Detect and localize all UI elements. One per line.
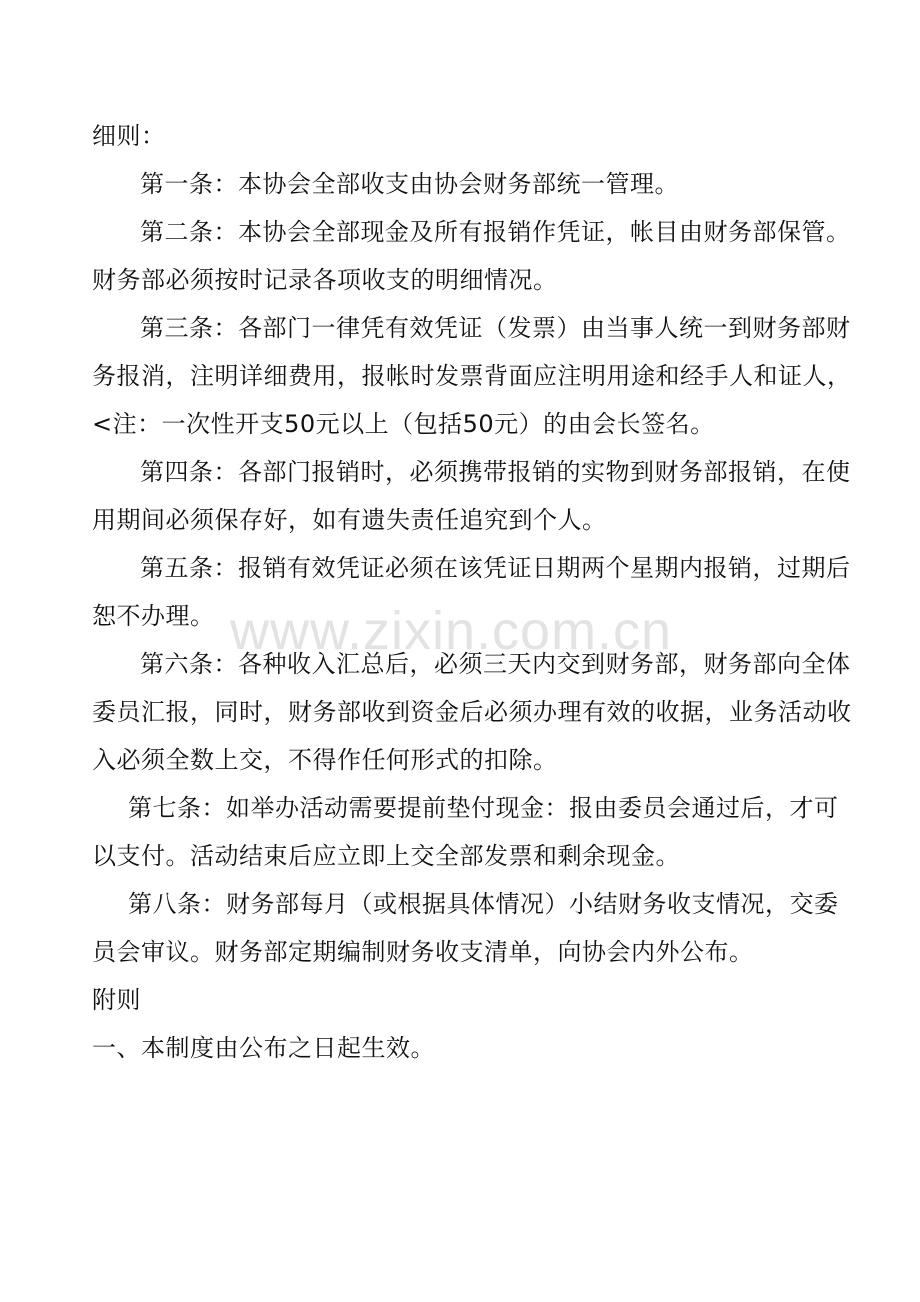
article-8-line-2: 员会审议。财务部定期编制财务收支清单，向协会内外公布。 (92, 938, 754, 966)
article-5-line-1: 第五条：报销有效凭证必须在该凭证日期两个星期内报销，过期后 (140, 554, 851, 582)
article-1-line-1: 第一条：本协会全部收支由协会财务部统一管理。 (140, 170, 679, 198)
document-body (92, 112, 862, 1072)
article-3-note: <注：一次性开支50元以上（包括50元）的由会长签名。 (92, 410, 715, 438)
article-2-line-2: 财务部必须按时记录各项收支的明细情况。 (92, 266, 558, 294)
article-3-line-2: 务报消，注明详细费用，报帐时发票背面应注明用途和经手人和证人， (92, 362, 852, 390)
article-4-line-1: 第四条：各部门报销时，必须携带报销的实物到财务部报销，在使 (140, 458, 851, 486)
article-7-line-1: 第七条：如举办活动需要提前垫付现金：报由委员会通过后，才可 (128, 794, 839, 822)
supplementary-item-1: 一、本制度由公布之日起生效。 (92, 1034, 435, 1062)
article-4-line-2: 用期间必须保存好，如有遗失责任追究到个人。 (92, 506, 607, 534)
article-3-line-1: 第三条：各部门一律凭有效凭证（发票）由当事人统一到财务部财 (140, 314, 851, 342)
article-7-line-2: 以支付。活动结束后应立即上交全部发票和剩余现金。 (92, 842, 680, 870)
article-6-line-2: 委员汇报，同时，财务部收到资金后必须办理有效的收据，业务活动收 (92, 698, 852, 726)
section-heading-detail-rules: 细则： (92, 122, 166, 150)
article-2-line-1: 第二条：本协会全部现金及所有报销作凭证，帐目由财务部保管。 (140, 218, 851, 246)
section-heading-supplementary: 附则 (92, 986, 141, 1014)
article-6-line-3: 入必须全数上交，不得作任何形式的扣除。 (92, 746, 558, 774)
watermark: www.zixin.com.cn (230, 601, 673, 661)
article-5-line-2: 恕不办理。 (92, 602, 215, 630)
article-8-line-1: 第八条：财务部每月（或根据具体情况）小结财务收支情况，交委 (128, 890, 839, 918)
article-6-line-1: 第六条：各种收入汇总后，必须三天内交到财务部，财务部向全体 (140, 650, 851, 678)
